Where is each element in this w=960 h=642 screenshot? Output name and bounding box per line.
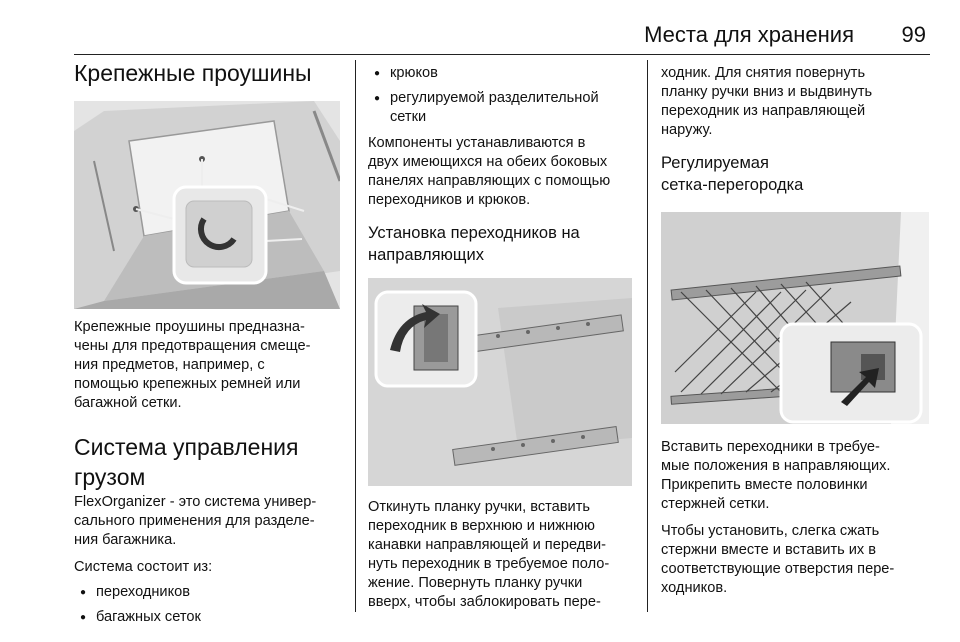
- text-line: Откинуть планку ручки, вставить: [368, 499, 590, 515]
- running-title: Места для хранения: [644, 22, 854, 47]
- list-item: ● крюков: [368, 64, 632, 83]
- flexorganizer-paragraph: [74, 493, 340, 550]
- net-install-paragraph: [661, 522, 929, 598]
- text-line: помощью крепежных ремней или: [74, 376, 301, 392]
- list-item: ● багажных сеток: [74, 608, 340, 627]
- text-line: канавки направляющей и передви-: [368, 537, 607, 553]
- net-adapter-paragraph: [661, 438, 929, 514]
- text-line: ния предметов, например, с: [74, 357, 265, 373]
- text-line: сального применения для разделе-: [74, 513, 315, 529]
- list-item: ● переходников: [74, 583, 340, 602]
- text-line: нуть переходник в требуемое поло-: [368, 556, 610, 572]
- text-line: переходников и крюков.: [368, 192, 531, 208]
- heading-line: грузом: [74, 464, 146, 490]
- column-divider-2: [647, 60, 648, 612]
- text-line: Компоненты устанавливаются в: [368, 135, 586, 151]
- section-heading-adjustable-net: [661, 152, 929, 196]
- adapter-install-paragraph: [368, 498, 632, 612]
- text-line: Вставить переходники в требуе-: [661, 439, 880, 455]
- heading-line: Регулируемая: [661, 154, 769, 172]
- figure-lashing-eyes: [74, 101, 340, 309]
- heading-line: сетка-перегородка: [661, 176, 804, 194]
- lashing-eyes-illustration: [74, 101, 340, 309]
- text-line: ходник. Для снятия повернуть: [661, 65, 866, 81]
- text-line: Крепежные проушины предназна-: [74, 319, 305, 335]
- text-line: жение. Повернуть планку ручки: [368, 575, 583, 591]
- text-line: Чтобы установить, слегка сжать: [661, 523, 880, 539]
- adapter-removal-paragraph: [661, 64, 929, 140]
- section-heading-load-management: [74, 432, 340, 492]
- list-item: ● регулируемой разделительной сетки: [368, 89, 632, 127]
- system-consists-paragraph: Система состоит из:: [74, 559, 213, 575]
- page-header: [74, 0, 930, 54]
- heading-line: Система управления: [74, 434, 299, 460]
- column-3: [661, 56, 929, 598]
- header-rule: [74, 54, 930, 55]
- figure-adapter-rails: [368, 278, 632, 486]
- lashing-eyes-caption: [74, 318, 340, 413]
- section-heading-adapter-install: [368, 222, 632, 266]
- heading-line: направляющих: [368, 246, 484, 264]
- text-line: багажной сетки.: [74, 395, 182, 411]
- text-line: соответствующие отверстия пере-: [661, 561, 895, 577]
- text-line: чены для предотвращения смеще-: [74, 338, 311, 354]
- text-line: Прикрепить вместе половинки: [661, 477, 868, 493]
- section-heading-lashing-eyes: Крепежные проушины: [74, 60, 312, 86]
- figure-partition-net: [661, 212, 929, 424]
- column-divider-1: [355, 60, 356, 612]
- text-line: планку ручки вниз и выдвинуть: [661, 84, 873, 100]
- text-line: стержней сетки.: [661, 496, 770, 512]
- text-line: ния багажника.: [74, 532, 177, 548]
- components-install-paragraph: [368, 134, 632, 210]
- components-list: [74, 583, 340, 627]
- components-list-continued: [368, 64, 632, 127]
- text-line: FlexOrganizer - это система универ-: [74, 494, 317, 510]
- text-line: переходник из направляющей: [661, 103, 866, 119]
- text-line: двух имеющихся на обеих боковых: [368, 154, 608, 170]
- heading-line: Установка переходников на: [368, 224, 580, 242]
- column-1: [74, 56, 340, 627]
- partition-net-illustration: [661, 212, 929, 424]
- text-line: ходников.: [661, 580, 728, 596]
- text-line: панелях направляющих с помощью: [368, 173, 611, 189]
- text-line: вверх, чтобы заблокировать пере-: [368, 594, 601, 610]
- text-line: мые положения в направляющих.: [661, 458, 891, 474]
- column-2: [368, 56, 632, 612]
- text-line: переходник в верхнюю и нижнюю: [368, 518, 595, 534]
- text-line: стержни вместе и вставить их в: [661, 542, 877, 558]
- page-number: 99: [901, 22, 926, 47]
- text-line: наружу.: [661, 122, 713, 138]
- adapter-rails-illustration: [368, 278, 632, 486]
